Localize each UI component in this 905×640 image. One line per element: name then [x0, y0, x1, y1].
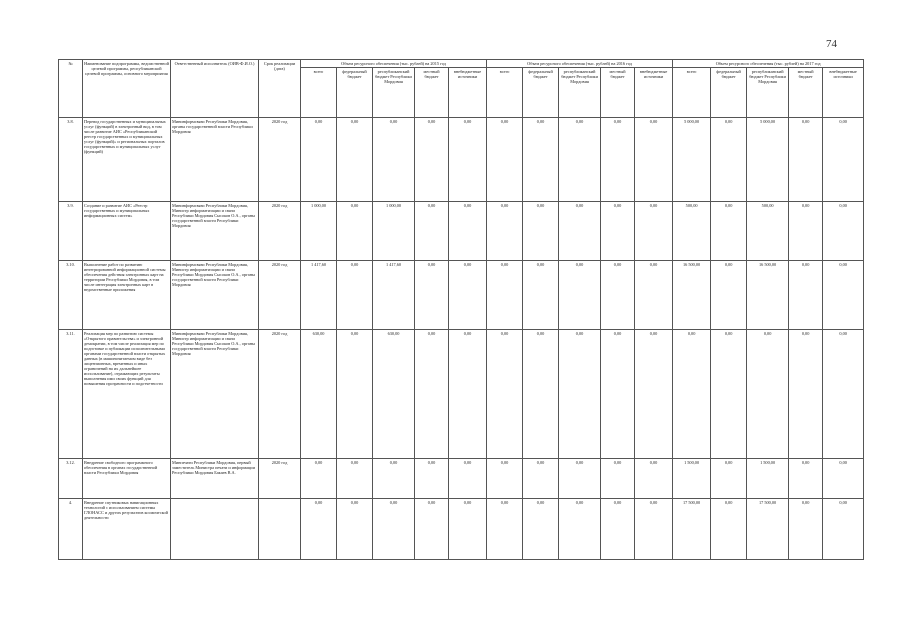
value-cell: 0,00: [601, 118, 635, 202]
header-2016-republic: республиканский бюджет Республики Мордовия: [559, 68, 601, 118]
header-2017-federal: федеральный бюджет: [711, 68, 747, 118]
value-cell: 0,00: [449, 330, 487, 459]
value-cell: 0,00: [487, 330, 523, 459]
value-cell: 0,00: [559, 459, 601, 499]
value-cell: 0,00: [415, 330, 449, 459]
header-2015-total: всего: [301, 68, 337, 118]
value-cell: 0,00: [635, 118, 673, 202]
value-cell: 0,00: [789, 459, 823, 499]
value-cell: 0,00: [415, 118, 449, 202]
value-cell: 0,00: [415, 499, 449, 560]
header-group-2017: Объем ресурсного обеспечения (тыс. рублей) на 2017 год: [673, 60, 864, 68]
header-responsible: Ответственный исполнитель (ОИВ-Ф.И.О.): [171, 60, 259, 118]
row-term: [259, 499, 301, 560]
row-number: 3.9.: [59, 202, 83, 261]
header-2016-federal: федеральный бюджет: [523, 68, 559, 118]
resource-table: [58, 59, 864, 560]
value-cell: 0,00: [601, 202, 635, 261]
row-responsible: Мининформсвязи Республики Мордовия, Министр информатизации и связи Республики Мордовия Сысоков О.А., органы государственной власти Республики Мордовия: [171, 330, 259, 459]
page-number: 74: [826, 38, 837, 50]
value-cell: 0,00: [747, 330, 789, 459]
header-row-top: [59, 60, 864, 68]
value-cell: 0,00: [523, 459, 559, 499]
table-row: [59, 459, 864, 499]
row-responsible: Мининформсвязи Республики Мордовия, Министр информатизации и связи Республики Мордовия Сысоков О.А., органы государственной власти Республики Мордовия: [171, 261, 259, 330]
value-cell: 0,00: [823, 459, 864, 499]
header-2015-federal: федеральный бюджет: [337, 68, 373, 118]
value-cell: 0,00: [823, 499, 864, 560]
row-term: 2020 год: [259, 330, 301, 459]
value-cell: 0,00: [601, 499, 635, 560]
value-cell: 0,00: [449, 499, 487, 560]
row-name: Внедрение спутниковых навигационных технологий с использованием системы ГЛОНАСС и других результатов космической деятельности: [83, 499, 171, 560]
row-term: 2020 год: [259, 202, 301, 261]
value-cell: 1 000,00: [373, 202, 415, 261]
row-term: 2020 год: [259, 118, 301, 202]
value-cell: 17 500,00: [673, 499, 711, 560]
value-cell: 0,00: [823, 118, 864, 202]
value-cell: 0,00: [487, 202, 523, 261]
value-cell: 0,00: [449, 118, 487, 202]
header-no: №: [59, 60, 83, 118]
value-cell: 0,00: [789, 118, 823, 202]
value-cell: 0,00: [523, 499, 559, 560]
value-cell: 0,00: [635, 330, 673, 459]
value-cell: 0,00: [301, 499, 337, 560]
value-cell: 0,00: [449, 202, 487, 261]
value-cell: 1 500,00: [673, 459, 711, 499]
row-term: 2020 год: [259, 261, 301, 330]
value-cell: 0,00: [789, 499, 823, 560]
value-cell: 17 500,00: [747, 499, 789, 560]
value-cell: 0,00: [487, 261, 523, 330]
row-responsible: Мининформсвязи Республики Мордовия, органы государственной власти Республики Мордовия: [171, 118, 259, 202]
value-cell: 1 500,00: [747, 459, 789, 499]
header-group-2015: Объем ресурсного обеспечения (тыс. рублей) на 2015 год: [301, 60, 487, 68]
value-cell: 0,00: [523, 202, 559, 261]
row-responsible: [171, 499, 259, 560]
value-cell: 0,00: [415, 261, 449, 330]
header-2015-republic: республиканский бюджет Республики Мордовия: [373, 68, 415, 118]
value-cell: 0,00: [789, 202, 823, 261]
value-cell: 0,00: [711, 202, 747, 261]
row-name: Внедрение свободного программного обеспечения в органах государственной власти Республики Мордовия: [83, 459, 171, 499]
value-cell: 0,00: [711, 261, 747, 330]
row-name: Реализация мер по развитию системы «Открытого правительства» и электронной демократии, в том числе реализация мер по подготовке и публикации исполнительными органами государственной власти открытых данных (в машиночитаемом виде без лицензионных, временных и иных ограничений на их дальнейшее использование), отражающих результаты выполнения ими своих функций для повышения прозрачности и подотчетности: [83, 330, 171, 459]
value-cell: 0,00: [601, 459, 635, 499]
value-cell: 0,00: [635, 202, 673, 261]
header-2017-republic: республиканский бюджет Республики Мордовия: [747, 68, 789, 118]
header-2017-total: всего: [673, 68, 711, 118]
value-cell: 0,00: [673, 330, 711, 459]
value-cell: 0,00: [337, 261, 373, 330]
header-2016-offbudget: внебюджетные источники: [635, 68, 673, 118]
value-cell: 0,00: [373, 459, 415, 499]
value-cell: 0,00: [711, 330, 747, 459]
value-cell: 0,00: [559, 118, 601, 202]
value-cell: 1 417,60: [301, 261, 337, 330]
table-row: [59, 118, 864, 202]
value-cell: 0,00: [559, 261, 601, 330]
header-2016-local: местный бюджет: [601, 68, 635, 118]
value-cell: 0,00: [337, 330, 373, 459]
value-cell: 0,00: [711, 118, 747, 202]
row-number: 4.: [59, 499, 83, 560]
value-cell: 5 000,00: [673, 118, 711, 202]
row-responsible: Минпечати Республики Мордовия, первый заместитель Министра печати и информации Республики Мордовия Бакаев В.А.: [171, 459, 259, 499]
row-term: 2020 год: [259, 459, 301, 499]
value-cell: 0,00: [559, 499, 601, 560]
value-cell: 0,00: [601, 330, 635, 459]
value-cell: 0,00: [823, 202, 864, 261]
row-name: Создание и развитие АИС «Реестр государственных и муниципальных информационных систем»: [83, 202, 171, 261]
value-cell: 0,00: [373, 118, 415, 202]
row-name: Перевод государственных и муниципальных услуг (функций) в электронный вид, в том числе развитие АИС «Республиканский реестр государственных и муниципальных услуг (функций)» и региональных порталов государственных и муниципальных услуг (функций): [83, 118, 171, 202]
value-cell: 0,00: [635, 499, 673, 560]
value-cell: 500,00: [747, 202, 789, 261]
value-cell: 0,00: [487, 459, 523, 499]
value-cell: 0,00: [635, 261, 673, 330]
value-cell: 0,00: [559, 330, 601, 459]
header-name: Наименование подпрограммы, ведомственной целевой программы, республиканской целевой программы, основного мероприятия: [83, 60, 171, 118]
header-2015-local: местный бюджет: [415, 68, 449, 118]
row-number: 3.12.: [59, 459, 83, 499]
value-cell: 0,00: [523, 330, 559, 459]
row-name: Выполнение работ по развитию интегрированной информационной системы обеспечения действия электронных карт на территории Республики Мордовия, в том числе интеграция электронных карт в ведомственные приложения: [83, 261, 171, 330]
value-cell: 0,00: [487, 499, 523, 560]
header-2017-offbudget: внебюджетные источники: [823, 68, 864, 118]
row-number: 3.8.: [59, 118, 83, 202]
value-cell: 0,00: [823, 261, 864, 330]
value-cell: 0,00: [415, 459, 449, 499]
value-cell: 0,00: [823, 330, 864, 459]
value-cell: 0,00: [301, 118, 337, 202]
value-cell: 0,00: [337, 118, 373, 202]
value-cell: 0,00: [789, 330, 823, 459]
value-cell: 0,00: [337, 499, 373, 560]
value-cell: 5 000,00: [747, 118, 789, 202]
value-cell: 0,00: [487, 118, 523, 202]
value-cell: 0,00: [601, 261, 635, 330]
header-group-2016: Объем ресурсного обеспечения (тыс. рублей) на 2016 год: [487, 60, 673, 68]
value-cell: 0,00: [373, 499, 415, 560]
value-cell: 1 417,60: [373, 261, 415, 330]
value-cell: 0,00: [449, 261, 487, 330]
value-cell: 0,00: [301, 459, 337, 499]
table-row: [59, 261, 864, 330]
row-number: 3.10.: [59, 261, 83, 330]
value-cell: 0,00: [711, 459, 747, 499]
value-cell: 0,00: [337, 202, 373, 261]
value-cell: 16 500,00: [673, 261, 711, 330]
value-cell: 0,00: [789, 261, 823, 330]
row-responsible: Мининформсвязи Республики Мордовия, Министр информатизации и связи Республики Мордовия Сысоков О.А., органы государственной власти Республики Мордовия: [171, 202, 259, 261]
header-term: Срок реализации (дата): [259, 60, 301, 118]
value-cell: 630,00: [373, 330, 415, 459]
value-cell: 0,00: [523, 118, 559, 202]
value-cell: 0,00: [635, 459, 673, 499]
table-row: [59, 330, 864, 459]
header-2016-total: всего: [487, 68, 523, 118]
row-number: 3.11.: [59, 330, 83, 459]
value-cell: 500,00: [673, 202, 711, 261]
value-cell: 16 500,00: [747, 261, 789, 330]
value-cell: 0,00: [523, 261, 559, 330]
table-row: [59, 499, 864, 560]
value-cell: 0,00: [711, 499, 747, 560]
value-cell: 1 000,00: [301, 202, 337, 261]
value-cell: 0,00: [415, 202, 449, 261]
value-cell: 0,00: [449, 459, 487, 499]
header-2015-offbudget: внебюджетные источники: [449, 68, 487, 118]
value-cell: 630,00: [301, 330, 337, 459]
table-row: [59, 202, 864, 261]
value-cell: 0,00: [559, 202, 601, 261]
header-2017-local: местный бюджет: [789, 68, 823, 118]
value-cell: 0,00: [337, 459, 373, 499]
